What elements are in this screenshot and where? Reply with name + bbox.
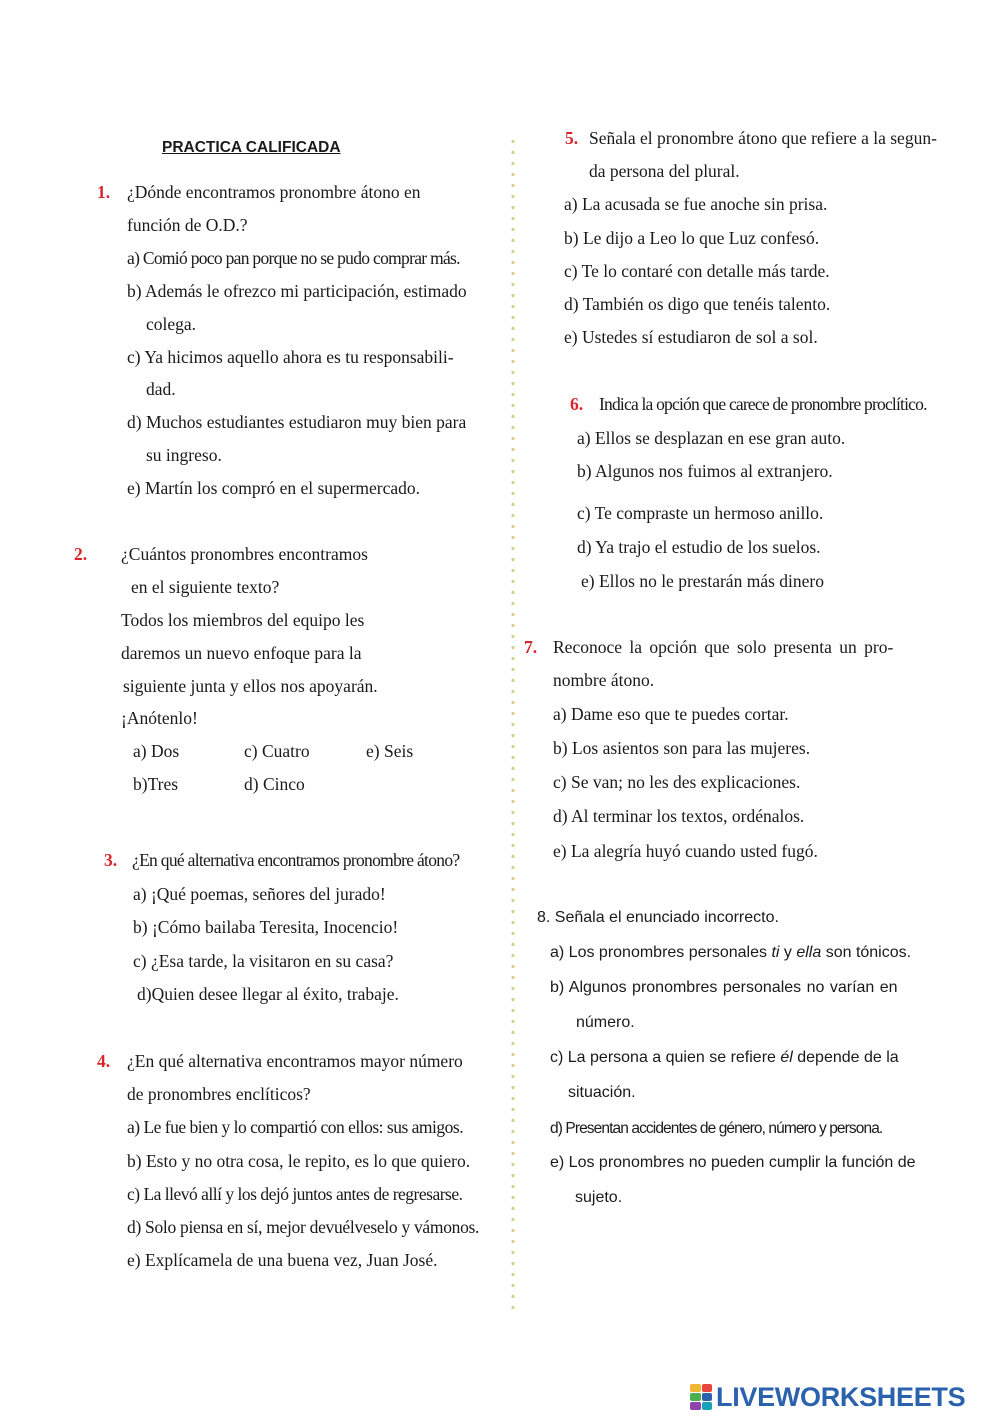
question-2-text-line-1: ¿Cuántos pronombres encontramos xyxy=(121,544,368,564)
question-8-option-c[interactable] xyxy=(550,1049,899,1067)
question-8-option-c-pre: c) La persona a quien se refiere xyxy=(550,1049,781,1066)
question-7-option-e[interactable]: e) La alegría huyó cuando usted fugó. xyxy=(553,841,818,861)
question-5-text-line-2: da persona del plural. xyxy=(589,161,740,181)
question-6-option-e[interactable]: e) Ellos no le prestarán más dinero xyxy=(581,571,824,591)
question-4-text-line-1: ¿En qué alternativa encontramos mayor número xyxy=(127,1051,463,1071)
question-8-option-a-italic-1: ti xyxy=(771,944,780,961)
question-2-number: 2. xyxy=(74,544,88,564)
question-3-number: 3. xyxy=(104,850,118,870)
logo-square xyxy=(702,1384,713,1392)
question-8-option-c-post: depende de la xyxy=(792,1049,899,1066)
question-3-text: ¿En qué alternativa encontramos pronombre átono? xyxy=(132,850,460,870)
question-5-text-line-1: Señala el pronombre átono que refiere a la segun- xyxy=(589,128,937,148)
question-4-text-line-2: de pronombres enclíticos? xyxy=(127,1084,311,1104)
question-1-number: 1. xyxy=(97,182,111,202)
question-8-option-d[interactable]: d) Presentan accidentes de género, número y persona. xyxy=(550,1120,883,1137)
question-2-passage-line-2: daremos un nuevo enfoque para la xyxy=(121,643,362,663)
page-title: PRACTICA CALIFICADA xyxy=(162,139,341,156)
question-2-option-e[interactable]: e) Seis xyxy=(366,741,414,761)
question-4-option-e[interactable]: e) Explícamela de una buena vez, Juan José. xyxy=(127,1250,438,1270)
logo-square xyxy=(690,1384,701,1392)
question-8-text: 8. Señala el enunciado incorrecto. xyxy=(537,909,779,926)
question-5-option-a[interactable]: a) La acusada se fue anoche sin prisa. xyxy=(564,194,828,214)
question-7-option-d[interactable]: d) Al terminar los textos, ordénalos. xyxy=(553,806,805,826)
question-2-text-line-2: en el siguiente texto? xyxy=(131,577,280,597)
question-2-passage-line-1: Todos los miembros del equipo les xyxy=(121,610,365,630)
question-3-option-d[interactable]: d)Quien desee llegar al éxito, trabaje. xyxy=(137,984,399,1004)
liveworksheets-logo[interactable] xyxy=(690,1383,965,1411)
question-3-option-b[interactable]: b) ¡Cómo bailaba Teresita, Inocencio! xyxy=(133,917,399,937)
question-6-number: 6. xyxy=(570,394,584,414)
logo-text: LIVEWORKSHEETS xyxy=(716,1381,966,1412)
column-divider xyxy=(511,136,515,1311)
logo-square xyxy=(690,1393,701,1401)
question-5-option-c[interactable]: c) Te lo contaré con detalle más tarde. xyxy=(564,261,830,281)
question-8-option-a-post: son tónicos. xyxy=(821,944,912,961)
question-8-option-c-italic: él xyxy=(780,1049,793,1066)
logo-square xyxy=(690,1402,701,1410)
question-1-option-b-cont: colega. xyxy=(146,314,197,334)
question-7-option-b[interactable]: b) Los asientos son para las mujeres. xyxy=(553,738,811,758)
question-8-option-b[interactable]: b) Algunos pronombres personales no varían en xyxy=(550,979,898,996)
question-6-option-c[interactable]: c) Te compraste un hermoso anillo. xyxy=(577,503,824,523)
question-7-option-c[interactable]: c) Se van; no les des explicaciones. xyxy=(553,772,801,792)
question-1-text-line-1: ¿Dónde encontramos pronombre átono en xyxy=(127,182,421,202)
question-6-option-b[interactable]: b) Algunos nos fuimos al extranjero. xyxy=(577,461,833,481)
question-1-option-c[interactable]: c) Ya hicimos aquello ahora es tu responsabili- xyxy=(127,347,454,367)
question-7-number: 7. xyxy=(524,637,538,657)
question-8-option-c-cont: situación. xyxy=(568,1084,636,1101)
question-2-option-c[interactable]: c) Cuatro xyxy=(244,741,310,761)
question-4-option-c[interactable]: c) La llevó allí y los dejó juntos antes de regresarse. xyxy=(127,1184,463,1204)
question-5-option-e[interactable]: e) Ustedes sí estudiaron de sol a sol. xyxy=(564,327,818,347)
logo-mark-icon xyxy=(690,1384,712,1410)
question-5-number: 5. xyxy=(565,128,579,148)
question-1-option-d-cont: su ingreso. xyxy=(146,445,222,465)
question-8-option-a-pre: a) Los pronombres personales xyxy=(550,944,772,961)
question-2-option-a[interactable]: a) Dos xyxy=(133,741,180,761)
question-1-option-a[interactable]: a) Comió poco pan porque no se pudo comprar más. xyxy=(127,248,460,268)
question-3-option-c[interactable]: c) ¿Esa tarde, la visitaron en su casa? xyxy=(133,951,394,971)
question-1-option-c-cont: dad. xyxy=(146,379,176,399)
question-2-passage-line-3: siguiente junta y ellos nos apoyarán. xyxy=(123,676,378,696)
question-7-option-a[interactable]: a) Dame eso que te puedes cortar. xyxy=(553,704,789,724)
question-8-option-e-cont: sujeto. xyxy=(575,1189,623,1206)
question-1-option-e[interactable]: e) Martín los compró en el supermercado. xyxy=(127,478,421,498)
question-7-text-line-1: Reconoce la opción que solo presenta un pro- xyxy=(553,637,894,657)
question-2-passage-line-4: ¡Anótenlo! xyxy=(121,708,198,728)
question-4-number: 4. xyxy=(97,1051,111,1071)
question-8-option-e[interactable]: e) Los pronombres no pueden cumplir la función de xyxy=(550,1154,916,1171)
question-7-text-line-2: nombre átono. xyxy=(553,670,655,690)
question-6-option-d[interactable]: d) Ya trajo el estudio de los suelos. xyxy=(577,537,821,557)
question-8-option-a-mid: y xyxy=(779,944,797,961)
question-5-option-d[interactable]: d) También os digo que tenéis talento. xyxy=(564,294,831,314)
question-1-text-line-2: función de O.D.? xyxy=(127,215,248,235)
logo-square xyxy=(702,1402,713,1410)
question-1-option-d[interactable]: d) Muchos estudiantes estudiaron muy bien para xyxy=(127,412,467,432)
question-8-option-b-cont: número. xyxy=(576,1014,635,1031)
question-6-text: Indica la opción que carece de pronombre proclítico. xyxy=(599,394,927,414)
question-8-option-a-italic-2: ella xyxy=(796,944,822,961)
question-4-option-b[interactable]: b) Esto y no otra cosa, le repito, es lo que quiero. xyxy=(127,1151,471,1171)
question-8-option-a[interactable] xyxy=(550,944,911,962)
question-2-option-b[interactable]: b)Tres xyxy=(133,774,179,794)
question-6-option-a[interactable]: a) Ellos se desplazan en ese gran auto. xyxy=(577,428,846,448)
question-2-option-d[interactable]: d) Cinco xyxy=(244,774,305,794)
question-4-option-d[interactable]: d) Solo piensa en sí, mejor devuélveselo y vámonos. xyxy=(127,1217,480,1237)
logo-square xyxy=(702,1393,713,1401)
question-3-option-a[interactable]: a) ¡Qué poemas, señores del jurado! xyxy=(133,884,386,904)
question-4-option-a[interactable]: a) Le fue bien y lo compartió con ellos: sus amigos. xyxy=(127,1117,464,1137)
question-5-option-b[interactable]: b) Le dijo a Leo lo que Luz confesó. xyxy=(564,228,820,248)
question-1-option-b[interactable]: b) Además le ofrezco mi participación, estimado xyxy=(127,281,467,301)
